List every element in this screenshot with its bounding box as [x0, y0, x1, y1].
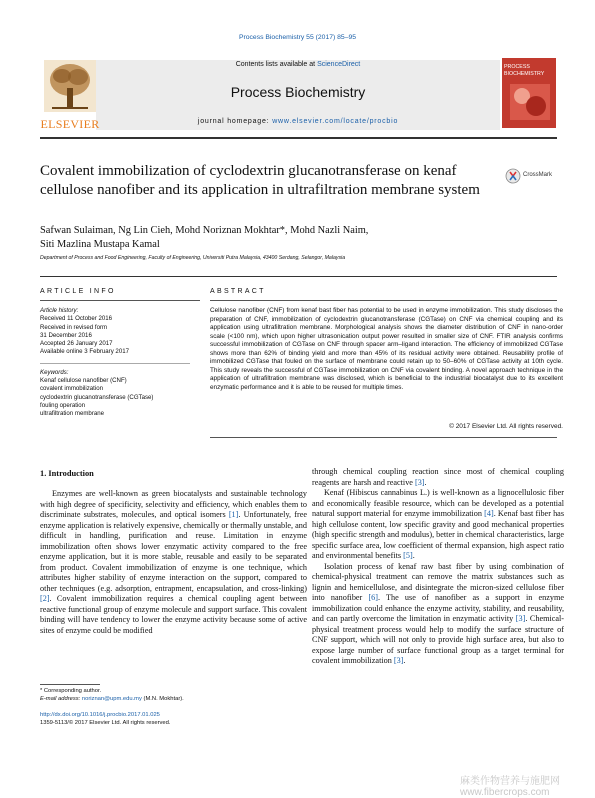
meta-divider: [40, 276, 557, 277]
contents-prefix: Contents lists available at: [235, 61, 318, 68]
homepage-link[interactable]: www.elsevier.com/locate/procbio: [272, 118, 399, 125]
body-text: Enzymes are well-known as green biocatalysts and sustainable technology with high degree of specificity, selectivity and efficiency, which enables them to discriminate substrates, molecules, and optical isomers: [40, 489, 307, 519]
citation-link[interactable]: [2]: [40, 594, 50, 603]
article-info-rule: [40, 300, 200, 301]
citation-link[interactable]: [1]: [228, 510, 239, 519]
footnote-spacer: [40, 704, 310, 711]
keyword: covalent immobilization: [40, 385, 103, 393]
body-text: Isolation process of kenaf raw bast fiber by using combination of chemical-physical treatment can remove the matrix substances such as lignin and hemicellulose, and disintegrate the micron-sized cellulose fiber into nanofiber: [312, 561, 564, 602]
email-line: [40, 695, 310, 703]
keyword: ultrafiltration membrane: [40, 410, 105, 418]
history-item: 31 December 2016: [40, 331, 92, 339]
header-divider: [40, 137, 557, 139]
article-info: [40, 307, 200, 419]
journal-cover-title: PROCESS BIOCHEMISTRY: [504, 64, 545, 77]
body-text: . Covalent immobilization requires a chemical coupling agent between reactive functional group of enzyme molecule and support surface. This covalent binding will have tendency to lower the enzyme activity because some of active sites of enzyme could be modified: [40, 594, 307, 635]
keyword: fouling operation: [40, 401, 86, 409]
body-left-column: [40, 489, 307, 636]
crossmark-badge[interactable]: [505, 168, 555, 186]
citation-link[interactable]: [3]: [414, 477, 425, 487]
isolation-paragraph: [312, 562, 564, 667]
authors-line-2: Siti Mazlina Mustapa Kamal: [40, 239, 160, 250]
issn-line: 1359-5113/© 2017 Elsevier Ltd. All rights reserved.: [40, 719, 171, 726]
abstract-rule: [210, 300, 557, 301]
history-item: Received 11 October 2016: [40, 315, 113, 323]
history-item: Available online 3 February 2017: [40, 348, 129, 356]
info-separator: [40, 357, 190, 364]
intro-paragraph-continued: [312, 467, 564, 488]
article-title: Covalent immobilization of cyclodextrin glucanotransferase on kenaf cellulose nanofiber and its application in ultrafiltration membrane system: [40, 163, 480, 198]
watermark: 麻类作物营养与施肥网 www.fibercrops.com: [460, 776, 560, 798]
crossmark-icon: [505, 168, 521, 184]
kenaf-paragraph: [312, 488, 564, 562]
body-text: .: [403, 656, 406, 665]
body-text: .: [424, 477, 427, 487]
corresponding-author-note: * Corresponding author.: [40, 688, 102, 694]
contents-line: [96, 61, 500, 68]
history-item: Received in revised form: [40, 323, 108, 331]
citation-link[interactable]: [6]: [368, 593, 378, 602]
keyword: cyclodextrin glucanotransferase (CGTase): [40, 393, 154, 401]
email-label: E-mail address:: [40, 696, 82, 703]
history-label: Article history:: [40, 307, 79, 314]
intro-paragraph: [40, 489, 307, 636]
article-info-heading: ARTICLE INFO: [40, 288, 116, 295]
body-right-column: [312, 467, 564, 667]
history-item: Accepted 26 January 2017: [40, 340, 113, 348]
keywords-label: Keywords:: [40, 368, 69, 376]
abstract-text: Cellulose nanofiber (CNF) from kenaf bast fiber has potential to be used in enzyme immobilization. This study discloses the preparation of CNF, immobilization of cyclodextrin glucanotransferase (CGTase) on CNF via chemical coupling and its application using ultrafiltration membrane. Morphological analysis shows the diameter distribution of CNF in nano-order scale (<100 nm), which upon higher ultrasonication output power resulted in smaller size of CNF. FTIR analysis confirms successful immobilization of CGTase on CNF through spacer arm–ligand interaction. The efficiency of immobilized CGTase shows more than 62% of binding yield and more than 45% of its residual activity were obtained. Reusability profile of immobilized CGTase that fouled on the surface of membrane could retain up to 50–60% of CGTase activity at 10th cycle. This study reveals the successful of CGTase immobilization on CNF via covalent binding. A novel approach technique in the application of ultrafiltration membrane was disclosed, which is beneficial to the industrial biocatalyst due to its excellent enzymatic performance and it is able to be reused for multiple times.: [210, 307, 563, 391]
abstract-bottom-rule: [210, 437, 557, 438]
sciencedirect-link[interactable]: ScienceDirect: [317, 61, 361, 68]
cover-artwork-icon: [508, 82, 552, 122]
footnote-rule: [40, 684, 100, 685]
citation-link[interactable]: [4]: [484, 509, 494, 518]
crossmark-label: CrossMark: [523, 172, 553, 178]
homepage-prefix: journal homepage:: [197, 118, 273, 125]
email-link[interactable]: noriznan@upm.edu.my: [81, 696, 142, 703]
body-text: Kenaf (Hibiscus cannabinus L.) is well-known as a lignocellulosic fiber and economically feasible resource, which can be developed as a potential natural support material for enzyme immobilization: [312, 488, 564, 518]
body-text: . Kenaf bast fiber has high cellulose content, low specific gravity and good mechanical properties (high specific strength and modulus), better in chemical characteristics, large specific surface area, low coefficient of thermal expansion, high aspect ratio and environmental benefits: [312, 509, 564, 560]
journal-title: Process Biochemistry: [230, 84, 366, 100]
section-heading-introduction: 1. Introduction: [40, 469, 94, 478]
body-text: . The use of nanofiber as a support in enzyme immobilization could enhance the enzyme activity, stability, and reusability, and can partly overcome the limitation in enzymatic activity: [312, 593, 565, 623]
body-text: . Chemical-physical treatment process would help to modify the surface structure of CNF support, which will not only to provide high surface area, but also to expose large number of surface functional group as a target terminal for covalent immobilization: [312, 614, 564, 665]
journal-homepage: [96, 118, 500, 125]
abstract-copyright: © 2017 Elsevier Ltd. All rights reserved.: [449, 423, 563, 430]
body-text: through chemical coupling reaction since most of chemical coupling reagents are harsh and reactive: [312, 467, 564, 487]
citation-link[interactable]: [5]: [403, 551, 413, 560]
keyword: Kenaf cellulose nanofiber (CNF): [40, 377, 127, 385]
abstract-heading: ABSTRACT: [210, 288, 266, 295]
footnote: [40, 687, 310, 727]
citation-link[interactable]: [3]: [515, 614, 526, 623]
email-suffix: (M.N. Mokhtar).: [141, 696, 184, 703]
author-list: [40, 224, 490, 252]
journal-reference: Process Biochemistry 55 (2017) 85–95: [238, 34, 357, 41]
body-text: . Unfortunately, free enzyme application is relatively expensive, chemically or thermally unstable, and difficult in handling, purification and reuse. Limitation in enzyme immobilization often shows lower enzymatic activity compared to the free enzyme application, but it is more stable, reusable and easily to be separated from product. Covalent immobilization of enzyme is one technique, which attributes higher stability of enzyme interaction on the support, compared to other techniques (e.g. adsorption, entrapment, encapsulation, and cross-linking): [40, 510, 307, 593]
body-text: .: [412, 551, 415, 560]
affiliation: Department of Process and Food Engineering, Faculty of Engineering, Universiti Putra Malaysia, 43400 Serdang, Selangor, Malaysia: [40, 255, 346, 261]
citation-link[interactable]: [3]: [393, 656, 404, 665]
publisher-logo-text: ELSEVIER: [40, 117, 100, 131]
doi-link[interactable]: http://dx.doi.org/10.1016/j.procbio.2017.01.025: [40, 711, 160, 718]
authors-line-1: Safwan Sulaiman, Ng Lin Cieh, Mohd Noriznan Mokhtar*, Mohd Nazli Naim,: [40, 225, 369, 236]
